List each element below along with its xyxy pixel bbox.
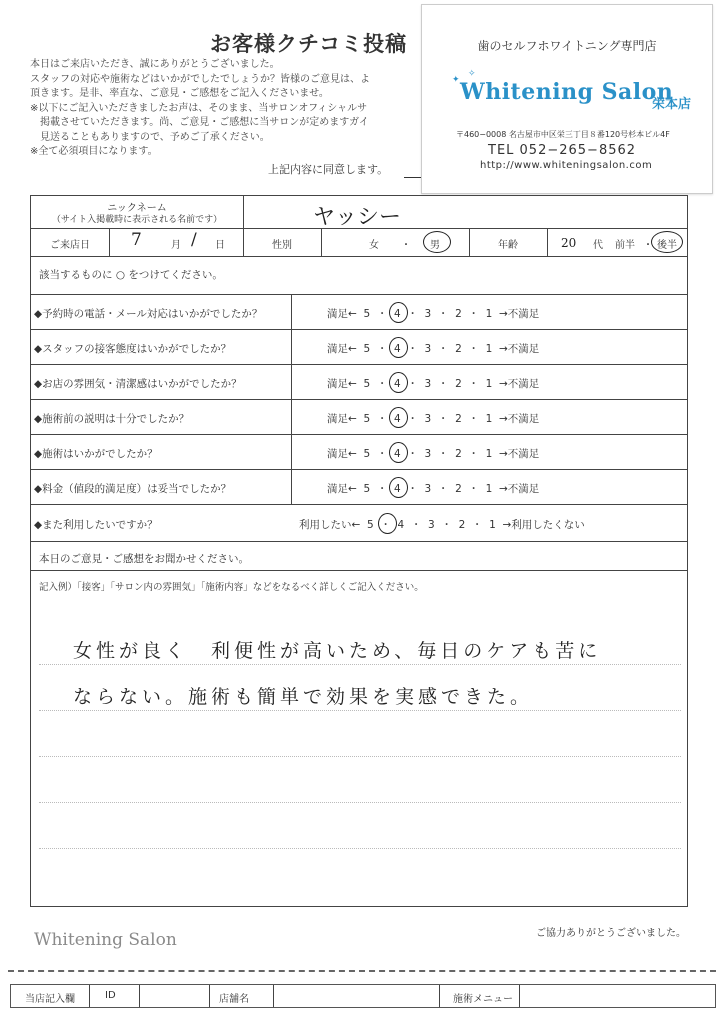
gender-label: 性別 xyxy=(272,240,292,251)
shop-logo: Whitening Salon xyxy=(460,79,674,105)
rating-circle-return xyxy=(378,513,397,534)
shop-tel: TEL 052−265−8562 xyxy=(488,143,637,158)
age-second-half-option[interactable]: 後半 xyxy=(657,240,677,251)
shop-branch: 栄本店 xyxy=(652,97,692,112)
rating-scale-treatment[interactable]: 満足← 5 ・ 4 ・ 3 ・ 2 ・ 1 →不満足 xyxy=(327,448,540,460)
rating-scale-reservation[interactable]: 満足← 5 ・ 4 ・ 3 ・ 2 ・ 1 →不満足 xyxy=(327,308,540,320)
gender-selected-circle xyxy=(423,231,451,253)
age-value[interactable]: 20 xyxy=(561,236,577,250)
age-unit: 代 xyxy=(593,240,603,251)
thanks-text: ご協力ありがとうございました。 xyxy=(536,928,686,939)
menu-label: 施術メニュー xyxy=(453,994,513,1005)
page-title: お客様クチコミ投稿 xyxy=(210,32,408,56)
footer-logo: Whitening Salon xyxy=(34,930,177,950)
month-unit: 月 xyxy=(171,240,181,251)
comment-line-2[interactable]: ならない。施術も簡単で効果を実感できた。 xyxy=(73,686,534,708)
day-unit: 日 xyxy=(215,240,225,251)
rating-circle-staff xyxy=(389,337,408,358)
nickname-sublabel: （サイト入掲載時に表示される名前です） xyxy=(51,215,223,225)
survey-form xyxy=(30,195,688,907)
shop-card xyxy=(421,4,713,194)
consent-text: 上記内容に同意します。 xyxy=(268,163,389,176)
shop-url: http://www.whiteningsalon.com xyxy=(480,160,653,171)
rating-circle-reservation xyxy=(389,302,408,323)
age-dot: ・ xyxy=(643,240,653,251)
sparkle-icon: ✧ xyxy=(468,69,476,79)
nickname-value[interactable]: ヤッシー xyxy=(313,205,402,230)
nickname-label: ニックネーム xyxy=(107,203,167,214)
intro-text: 本日はご来店いただき、誠にありがとうございました。 スタッフの対応や施術などはいかがでしたでしょうか？皆様のご意見は、よ 頂きます。是非、率直な、ご意見・ご感想をご記入くださいませ。 ※以下にご記入いただきましたお声は、そのまま、当サロンオフィシャルサ 掲載させていただきます。尚、ご意見・ご感想に当サロンが定めますガイ 見送ることもありますので、予めご了承ください。 ※全て必須項目になります。 xyxy=(30,59,370,157)
rating-scale-price[interactable]: 満足← 5 ・ 4 ・ 3 ・ 2 ・ 1 →不満足 xyxy=(327,483,540,495)
age-first-half-option[interactable]: 前半 xyxy=(615,240,635,251)
rating-circle-explanation xyxy=(389,407,408,428)
age-label: 年齢 xyxy=(498,240,518,251)
question-atmosphere: ◆お店の雰囲気・清潔感はいかがでしたか？ xyxy=(34,378,242,390)
rating-circle-atmosphere xyxy=(389,372,408,393)
shop-address: 〒460−0008 名古屋市中区栄三丁目８番120号杉本ビル4F xyxy=(456,130,670,139)
question-treatment: ◆施術はいかがでしたか？ xyxy=(34,448,158,460)
rating-circle-price xyxy=(389,477,408,498)
store-name-label: 店舗名 xyxy=(219,994,249,1005)
comment-prompt: 本日のご意見・ご感想をお聞かせください。 xyxy=(39,553,249,565)
store-entry-label: 当店記入欄 xyxy=(25,994,75,1005)
cut-line xyxy=(8,970,716,972)
comment-example: 記入例）「接客」「サロン内の雰囲気」「施術内容」などをなるべく詳しくご記入ください。 xyxy=(39,582,424,593)
question-explanation: ◆施術前の説明は十分でしたか？ xyxy=(34,413,190,425)
store-entry-row xyxy=(10,984,716,1008)
rating-scale-atmosphere[interactable]: 満足← 5 ・ 4 ・ 3 ・ 2 ・ 1 →不満足 xyxy=(327,378,540,390)
visit-date-label: ご来店日 xyxy=(50,240,90,251)
rating-scale-explanation[interactable]: 満足← 5 ・ 4 ・ 3 ・ 2 ・ 1 →不満足 xyxy=(327,413,540,425)
visit-month-value[interactable]: 7 xyxy=(131,230,142,250)
rating-circle-treatment xyxy=(389,442,408,463)
age-selected-circle xyxy=(651,231,683,253)
gender-male-option[interactable]: 男 xyxy=(430,240,440,251)
id-label: ID xyxy=(105,990,116,1001)
gender-female-option[interactable]: 女 xyxy=(369,240,379,251)
sparkle-icon: ✦ xyxy=(452,75,460,85)
rating-instruction: 該当するものに ○ をつけてください。 xyxy=(39,269,223,281)
shop-tagline: 歯のセルフホワイトニング専門店 xyxy=(477,39,657,53)
date-slash: / xyxy=(191,230,197,250)
rating-scale-staff[interactable]: 満足← 5 ・ 4 ・ 3 ・ 2 ・ 1 →不満足 xyxy=(327,343,540,355)
question-reservation: ◆予約時の電話・メール対応はいかがでしたか？ xyxy=(34,308,263,320)
rating-scale-return[interactable]: 利用したい← 5 ・ 4 ・ 3 ・ 2 ・ 1 →利用したくない xyxy=(299,519,585,531)
question-staff: ◆スタッフの接客態度はいかがでしたか？ xyxy=(34,343,232,355)
consent-signature-line xyxy=(404,177,422,178)
gender-dot: ・ xyxy=(401,240,411,251)
question-price: ◆料金（値段的満足度）は妥当でしたか？ xyxy=(34,483,232,495)
comment-line-1[interactable]: 女性が良く 利便性が高いため、毎日のケアも苦に xyxy=(73,640,602,662)
question-return: ◆また利用したいですか？ xyxy=(34,519,158,531)
